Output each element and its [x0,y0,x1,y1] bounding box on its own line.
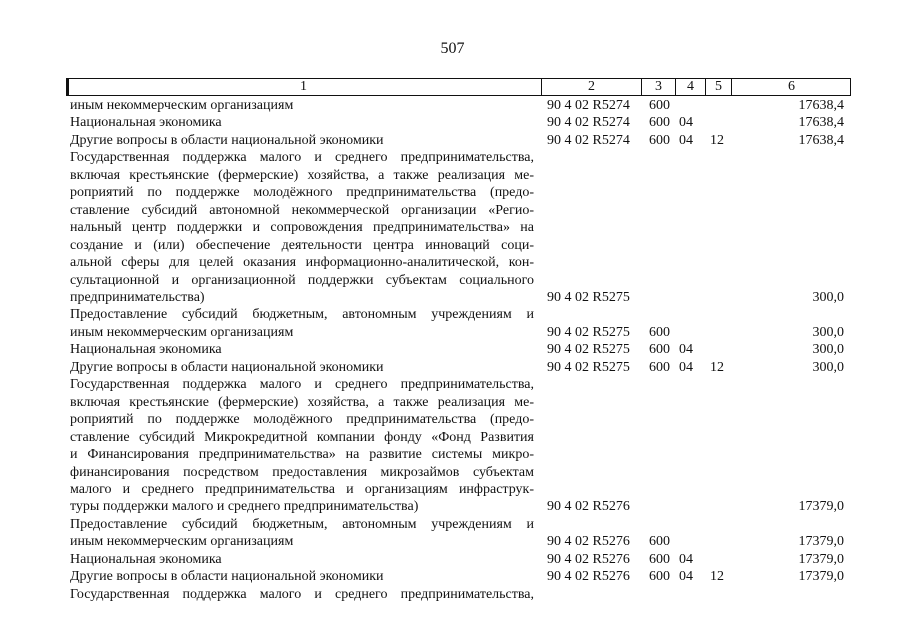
row-code: 90 4 02 R5274 [547,98,630,113]
row-section: 04 [679,132,693,148]
row-text-line: Государственная поддержка малого и среднего предпринимательства, [70,377,534,393]
row-subsection: 12 [710,569,724,585]
row-code: 90 4 02 R5276 [547,569,630,585]
row-code: 90 4 02 R5276 [547,499,630,515]
row-amount: 17638,4 [798,132,844,148]
row-section: 04 [679,569,693,585]
row-amount: 17379,0 [798,499,844,515]
row-amount: 300,0 [812,359,844,375]
row-expense-type: 600 [649,569,670,585]
table-row [0,149,905,306]
row-amount: 17379,0 [798,569,844,585]
row-text-line: альной сферы для целей оказания информационно-аналитической, кон- [70,255,534,271]
table-row [0,516,905,551]
row-code: 90 4 02 R5275 [547,324,630,340]
row-text-line: Национальная экономика [70,342,222,358]
row-code: 90 4 02 R5274 [547,132,630,148]
row-text-line: иным некоммерческим организациям [70,534,294,550]
row-expense-type: 600 [649,342,670,358]
row-expense-type: 600 [649,132,670,148]
row-expense-type: 600 [649,98,670,113]
header-col-5: 5 [705,78,731,96]
row-code: 90 4 02 R5274 [547,115,630,131]
table-body [0,97,905,603]
table-row [0,568,905,585]
row-code: 90 4 02 R5275 [547,342,630,358]
row-code: 90 4 02 R5275 [547,359,630,375]
table-row [0,359,905,376]
header-col-1: 1 [300,79,307,94]
row-amount: 300,0 [812,324,844,340]
row-text-line: создание и (или) обеспечение деятельности центра инноваций соци- [70,237,534,253]
row-amount: 300,0 [812,342,844,358]
row-text-line: роприятий по поддержке молодёжного предпринимательства (предо- [70,185,534,201]
row-expense-type: 600 [649,324,670,340]
header-col-4: 4 [675,78,705,96]
row-amount: 17638,4 [798,115,844,131]
row-expense-type: 600 [649,115,670,131]
row-text-line: включая крестьянские (фермерские) хозяйства, а также реализация ме- [70,394,534,410]
row-subsection: 12 [710,132,724,148]
row-section: 04 [679,551,693,567]
row-amount: 17379,0 [798,534,844,550]
row-text-line: Национальная экономика [70,551,222,567]
row-amount: 300,0 [812,289,844,305]
row-text-line: Государственная поддержка малого и среднего предпринимательства, [70,150,534,166]
row-text-line: и Финансирования предпринимательства» на развитие системы микро- [70,447,534,463]
row-expense-type: 600 [649,551,670,567]
row-text-line: Другие вопросы в области национальной экономики [70,132,384,148]
row-text-line: нальный центр поддержки и сопровождения предпринимательства» на [70,220,534,236]
row-subsection: 12 [710,359,724,375]
row-text-line: малого и среднего предпринимательства и организациям инфраструк- [70,481,534,497]
table-row [0,132,905,149]
table-row [0,306,905,341]
row-section: 04 [679,359,693,375]
row-text-line: Национальная экономика [70,115,222,131]
row-text-line: сультационной и организационной поддержки субъектам социального [70,272,534,288]
row-section: 04 [679,342,693,358]
row-text-line: включая крестьянские (фермерские) хозяйства, а также реализация ме- [70,167,534,183]
row-text-line: ставление субсидий автономной некоммерческой организации «Регио- [70,202,534,218]
table-row [0,97,905,114]
row-code: 90 4 02 R5275 [547,289,630,305]
table-row [0,341,905,358]
row-text-line: Предоставление субсидий бюджетным, автономным учреждениям и [70,307,534,323]
row-expense-type: 600 [649,534,670,550]
row-amount: 17638,4 [798,98,844,113]
row-section: 04 [679,115,693,131]
row-code: 90 4 02 R5276 [547,551,630,567]
row-text-line: иным некоммерческим организациям [70,98,294,113]
row-text-line: Государственная поддержка малого и среднего предпринимательства, [70,586,534,602]
header-col-3: 3 [641,78,675,96]
row-text-line: финансирования посредством предоставления микрозаймов субъектам [70,464,534,480]
table-row [0,551,905,568]
row-text-line: Предоставление субсидий бюджетным, автономным учреждениям и [70,516,534,532]
row-text-line: туры поддержки малого и среднего предпринимательства) [70,499,419,515]
header-col-6: 6 [731,78,851,96]
row-text-line: Другие вопросы в области национальной экономики [70,359,384,375]
page-number: 507 [440,40,465,57]
header-col-2: 2 [541,78,641,96]
row-text-line: иным некоммерческим организациям [70,324,294,340]
row-amount: 17379,0 [798,551,844,567]
table-row [0,376,905,516]
row-text-line: ставление субсидий Микрокредитной компании фонду «Фонд Развития [70,429,534,445]
table-row [0,114,905,131]
row-text-line: предпринимательства) [70,289,205,305]
table-row [0,586,905,603]
row-text-line: Другие вопросы в области национальной экономики [70,569,384,585]
row-text-line: роприятий по поддержке молодёжного предпринимательства (предо- [70,412,534,428]
row-expense-type: 600 [649,359,670,375]
row-code: 90 4 02 R5276 [547,534,630,550]
